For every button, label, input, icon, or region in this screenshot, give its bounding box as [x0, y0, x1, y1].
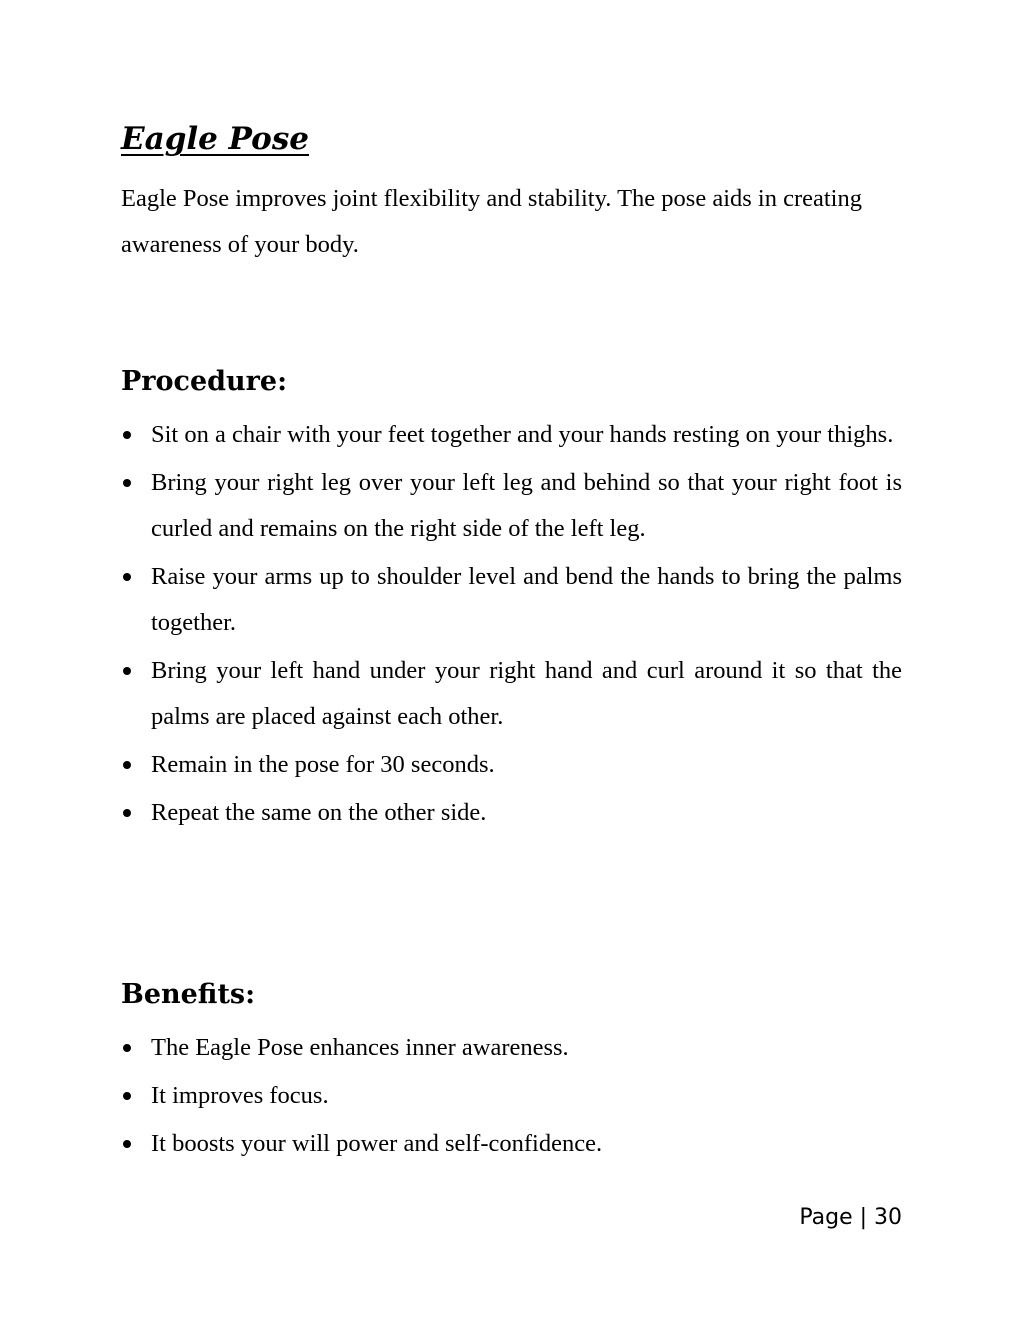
list-item-text: Sit on a chair with your feet together and your hands resting on your thighs. — [151, 421, 894, 448]
list-item-text: Bring your right leg over your left leg and behind so that your right foot is curled and remains on the right side of the left leg. — [151, 469, 902, 542]
procedure-heading: Procedure: — [121, 366, 288, 397]
list-item-text: The Eagle Pose enhances inner awareness. — [151, 1034, 569, 1061]
bullet-icon — [123, 573, 131, 581]
list-item — [121, 460, 902, 552]
bullet-icon — [123, 479, 131, 487]
list-item-text: It boosts your will power and self-confidence. — [151, 1130, 603, 1157]
list-item-text: Bring your left hand under your right hand and curl around it so that the palms are placed against each other. — [151, 657, 902, 730]
benefits-list — [121, 1025, 902, 1169]
bullet-icon — [123, 667, 131, 675]
list-item — [121, 412, 902, 458]
bullet-icon — [123, 1044, 131, 1052]
list-item — [121, 790, 902, 836]
list-item-text: Repeat the same on the other side. — [151, 799, 487, 826]
bullet-icon — [123, 761, 131, 769]
list-item — [121, 648, 902, 740]
list-item — [121, 742, 902, 788]
bullet-icon — [123, 1140, 131, 1148]
procedure-list — [121, 412, 902, 838]
intro-paragraph: Eagle Pose improves joint flexibility and stability. The pose aids in creating awareness of your body. — [121, 185, 862, 258]
list-item — [121, 1025, 902, 1071]
page-title: Eagle Pose — [121, 121, 310, 157]
bullet-icon — [123, 431, 131, 439]
bullet-icon — [123, 809, 131, 817]
bullet-icon — [123, 1092, 131, 1100]
list-item-text: It improves focus. — [151, 1082, 329, 1109]
list-item — [121, 1073, 902, 1119]
list-item-text: Raise your arms up to shoulder level and bend the hands to bring the palms together. — [151, 563, 902, 636]
list-item — [121, 1121, 902, 1167]
list-item — [121, 554, 902, 646]
benefits-heading: Benefits: — [121, 979, 256, 1010]
list-item-text: Remain in the pose for 30 seconds. — [151, 751, 495, 778]
page-number: Page | 30 — [799, 1205, 902, 1230]
